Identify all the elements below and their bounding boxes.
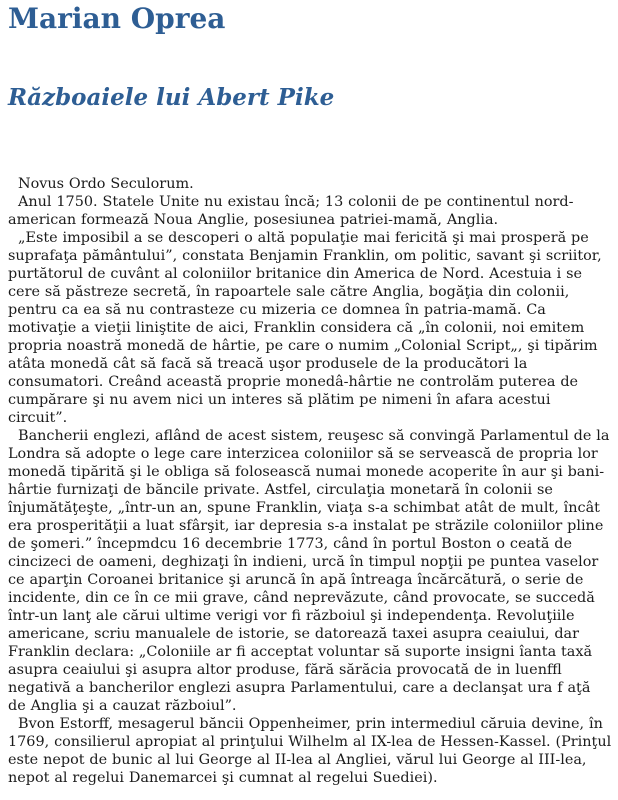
paragraph: Bvon Estorff, mesagerul băncii Oppenheimer, prin intermediul căruia devine, în 1769, consilierul apropiat al prinţului Wilhelm al IX-lea de Hessen-Kassel. (Prinţul este nepot de bunic al lui George al II-lea al Angliei, vărul lui George al III-lea, nepot al regelui Danemarcei şi cumnat al regelui Suediei). <box>8 716 612 786</box>
paragraph: „Este imposibil a se descoperi o altă populaţie mai fericită şi mai prosperă pe suprafaţa pământului”, constata Benjamin Franklin, om politic, savant şi scriitor, purtătorul de cuvânt al coloniilor britanice din America de Nord. Acestuia i se cere să păstreze secretă, în rapoartele sale către Anglia, bogăţia din colonii, pentru ca ea să nu contrasteze cu mizeria ce domnea în patria-mamă. Ca motivaţie a vieţii liniştite de aici, Franklin considera că „în colonii, noi emitem propria noastră monedă de hârtie, pe care o numim „Colonial Script„, şi tipărim atâta monedă cât să facă să treacă uşor produsele de la producători la consumatori. Creând această proprie monedâ-hârtie ne controlăm puterea de cumpărare şi nu avem nici un interes să plătim pe nimeni în afara acestui circuit”. <box>8 230 602 426</box>
paragraph: Bancherii englezi, aflând de acest sistem, reuşesc să convingă Parlamentul de la Londra să adopte o lege care interzicea coloniilor să se servească de propria lor monedă tipărită şi le obliga să folosească numai monede acoperite în aur şi bani-hârtie furnizaţi de băncile private. Astfel, circulaţia monetară în colonii se înjumătăţeşte, „într-un an, spune Franklin, viaţa s-a schimbat atât de mult, încât era prosperităţii a luat sfârşit, iar depresia s-a instalat pe străzile coloniilor pline de şomeri.” începmdcu 16 decembrie 1773, când în portul Boston o ceată de cincizeci de oameni, deghizaţi în indieni, urcă în timpul nopţii pe puntea vaselor ce aparţin Coroanei britanice şi aruncă în apă întreaga încărcătură, o serie de incidente, din ce în ce mii grave, când neprevăzute, când provocate, se succedă într-un lanţ ale cărui ultime verigi vor fi războiul şi independenţa. Revoluţiile americane, scriu manualele de istorie, se datorează taxei asupra ceaiului, dar Franklin declara: „Coloniile ar fi acceptat voluntar să suporte insigni îanta taxă asupra ceaiului şi asupra altor produse, fără sărăcia provocată de in luenffl negativă a bancherilor englezi asupra Parlamentului, care a declanşat ura f aţă de Anglia şi a cauzat războiul”. <box>8 428 610 714</box>
article-title: Războaiele lui Abert Pike <box>8 84 335 111</box>
article-body <box>8 175 612 787</box>
paragraph: Novus Ordo Seculorum. <box>18 176 194 192</box>
paragraph: Anul 1750. Statele Unite nu existau încă; 13 colonii de pe continentul nord-american formează Noua Anglie, posesiunea patriei-mamă, Anglia. <box>8 194 574 228</box>
author-heading: Marian Oprea <box>8 2 226 35</box>
